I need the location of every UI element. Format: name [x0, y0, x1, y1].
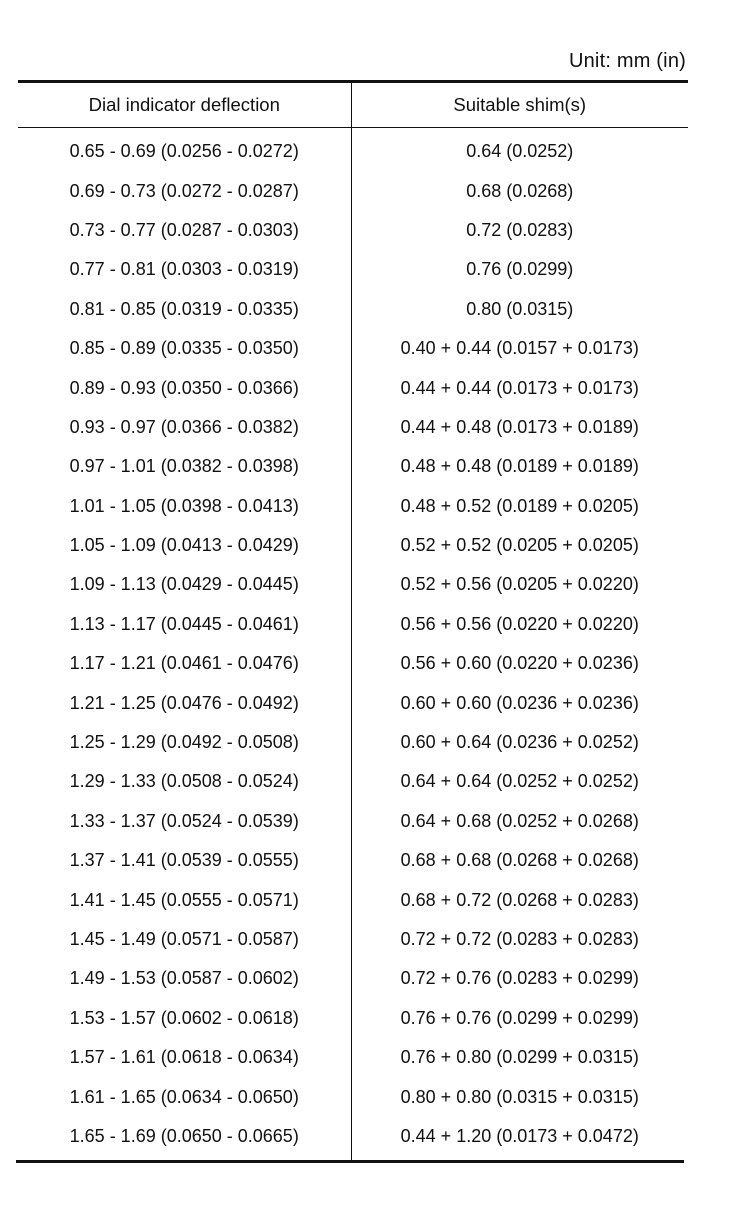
shim-cell: 0.64 (0.0252) [466, 141, 574, 162]
table-row [18, 408, 688, 447]
table-row [18, 1038, 688, 1077]
table-row [18, 211, 688, 250]
table-row [18, 762, 688, 801]
deflection-cell: 1.13 - 1.17 (0.0445 - 0.0461) [18, 605, 351, 644]
shim-cell: 0.56 + 0.60 (0.0220 + 0.0236) [400, 653, 639, 674]
table-row [18, 171, 688, 210]
table-row [18, 526, 688, 565]
deflection-cell: 1.49 - 1.53 (0.0587 - 0.0602) [18, 959, 351, 998]
shim-cell: 0.68 (0.0268) [466, 180, 574, 201]
table-row [18, 250, 688, 289]
shim-cell: 0.44 + 0.48 (0.0173 + 0.0189) [400, 416, 639, 437]
deflection-cell: 1.45 - 1.49 (0.0571 - 0.0587) [18, 920, 351, 959]
table-row [18, 802, 688, 841]
shim-cell: 0.44 + 0.44 (0.0173 + 0.0173) [400, 377, 639, 398]
deflection-cell: 0.93 - 0.97 (0.0366 - 0.0382) [18, 408, 351, 447]
table-row [18, 723, 688, 762]
deflection-cell: 0.89 - 0.93 (0.0350 - 0.0366) [18, 368, 351, 407]
shim-cell: 0.76 (0.0299) [466, 259, 574, 280]
deflection-cell: 1.25 - 1.29 (0.0492 - 0.0508) [18, 723, 351, 762]
header-dial-indicator-deflection: Dial indicator deflection [18, 83, 351, 128]
shim-cell: 0.52 + 0.56 (0.0205 + 0.0220) [400, 574, 639, 595]
deflection-cell: 0.77 - 0.81 (0.0303 - 0.0319) [18, 250, 351, 289]
shim-cell: 0.72 + 0.76 (0.0283 + 0.0299) [400, 968, 639, 989]
shim-cell: 0.64 + 0.64 (0.0252 + 0.0252) [400, 771, 639, 792]
shim-selection-table [18, 83, 688, 1160]
table-row [18, 959, 688, 998]
shim-cell: 0.60 + 0.60 (0.0236 + 0.0236) [400, 692, 639, 713]
unit-label: Unit: mm (in) [568, 50, 686, 72]
deflection-cell: 0.73 - 0.77 (0.0287 - 0.0303) [18, 211, 351, 250]
table-row [18, 329, 688, 368]
deflection-cell: 1.53 - 1.57 (0.0602 - 0.0618) [18, 999, 351, 1038]
deflection-cell: 1.17 - 1.21 (0.0461 - 0.0476) [18, 644, 351, 683]
deflection-cell: 0.65 - 0.69 (0.0256 - 0.0272) [18, 128, 351, 172]
table-row [18, 605, 688, 644]
table-body [18, 128, 688, 1161]
table-row [18, 290, 688, 329]
shim-cell: 0.48 + 0.48 (0.0189 + 0.0189) [400, 456, 639, 477]
deflection-cell: 0.81 - 0.85 (0.0319 - 0.0335) [18, 290, 351, 329]
shim-cell: 0.80 (0.0315) [466, 298, 574, 319]
table-row [18, 644, 688, 683]
table-row [18, 565, 688, 604]
table-header-row [18, 83, 688, 128]
deflection-cell: 1.65 - 1.69 (0.0650 - 0.0665) [18, 1117, 351, 1160]
shim-cell: 0.68 + 0.68 (0.0268 + 0.0268) [400, 850, 639, 871]
shim-cell: 0.44 + 1.20 (0.0173 + 0.0472) [400, 1125, 639, 1146]
shim-cell: 0.68 + 0.72 (0.0268 + 0.0283) [400, 889, 639, 910]
deflection-cell: 1.33 - 1.37 (0.0524 - 0.0539) [18, 802, 351, 841]
deflection-cell: 1.21 - 1.25 (0.0476 - 0.0492) [18, 683, 351, 722]
shim-cell: 0.72 (0.0283) [466, 219, 574, 240]
table-row [18, 1077, 688, 1116]
table-row [18, 487, 688, 526]
table-row [18, 880, 688, 919]
shim-table-container [18, 80, 688, 1163]
table-bottom-rule [16, 1160, 684, 1163]
deflection-cell: 1.05 - 1.09 (0.0413 - 0.0429) [18, 526, 351, 565]
table-row [18, 128, 688, 172]
table-row [18, 841, 688, 880]
table-row [18, 368, 688, 407]
table-row [18, 1117, 688, 1160]
deflection-cell: 1.09 - 1.13 (0.0429 - 0.0445) [18, 565, 351, 604]
shim-cell: 0.80 + 0.80 (0.0315 + 0.0315) [400, 1086, 639, 1107]
shim-cell: 0.40 + 0.44 (0.0157 + 0.0173) [400, 338, 639, 359]
shim-cell: 0.48 + 0.52 (0.0189 + 0.0205) [400, 495, 639, 516]
table-row [18, 920, 688, 959]
shim-cell: 0.72 + 0.72 (0.0283 + 0.0283) [400, 929, 639, 949]
table-row [18, 999, 688, 1038]
deflection-cell: 0.69 - 0.73 (0.0272 - 0.0287) [18, 171, 351, 210]
deflection-cell: 0.97 - 1.01 (0.0382 - 0.0398) [18, 447, 351, 486]
deflection-cell: 1.57 - 1.61 (0.0618 - 0.0634) [18, 1038, 351, 1077]
deflection-cell: 1.61 - 1.65 (0.0634 - 0.0650) [18, 1077, 351, 1116]
shim-cell: 0.52 + 0.52 (0.0205 + 0.0205) [400, 535, 639, 556]
table-row [18, 683, 688, 722]
deflection-cell: 1.41 - 1.45 (0.0555 - 0.0571) [18, 880, 351, 919]
shim-cell: 0.60 + 0.64 (0.0236 + 0.0252) [400, 732, 639, 753]
deflection-cell: 1.29 - 1.33 (0.0508 - 0.0524) [18, 762, 351, 801]
deflection-cell: 0.85 - 0.89 (0.0335 - 0.0350) [18, 329, 351, 368]
deflection-cell: 1.37 - 1.41 (0.0539 - 0.0555) [18, 841, 351, 880]
shim-cell: 0.76 + 0.80 (0.0299 + 0.0315) [400, 1047, 639, 1068]
shim-cell: 0.64 + 0.68 (0.0252 + 0.0268) [400, 810, 639, 831]
deflection-cell: 1.01 - 1.05 (0.0398 - 0.0413) [18, 487, 351, 526]
shim-cell: 0.76 + 0.76 (0.0299 + 0.0299) [400, 1007, 639, 1028]
table-row [18, 447, 688, 486]
shim-cell: 0.56 + 0.56 (0.0220 + 0.0220) [400, 613, 639, 634]
header-suitable-shims: Suitable shim(s) [351, 83, 688, 128]
